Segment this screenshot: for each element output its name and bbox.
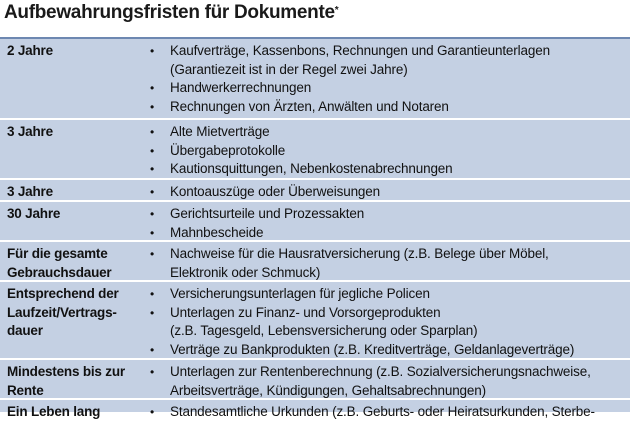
list-item (150, 98, 628, 117)
row-document-list (150, 205, 628, 242)
list-item-text: Elektronik oder Schmuck) (170, 264, 321, 280)
list-item-text: Kontoauszüge oder Überweisungen (170, 184, 380, 199)
list-item (150, 403, 628, 422)
bullet-icon: • (150, 162, 155, 176)
bullet-icon: • (150, 44, 155, 58)
list-item-continuation (150, 322, 628, 341)
list-item (150, 42, 628, 61)
list-item-text: Unterlagen zu Finanz- und Vorsorgeprodukten (170, 304, 441, 320)
list-item (150, 205, 628, 224)
table-row (0, 200, 630, 240)
table-row (0, 118, 630, 178)
page-title (4, 0, 338, 26)
list-item-text: Handwerkerrechnungen (170, 80, 312, 95)
row-period-label: 3 Jahre (7, 184, 53, 199)
row-period-label: Entsprechend der Laufzeit/Vertrags-dauer (7, 286, 119, 338)
row-period-label: Für die gesamte Gebrauchsdauer (7, 246, 112, 280)
bullet-icon: • (150, 225, 155, 240)
list-item (150, 142, 628, 161)
row-period-label: 2 Jahre (7, 43, 53, 58)
list-item (150, 79, 628, 98)
row-document-list (150, 42, 628, 116)
list-item (150, 123, 628, 142)
list-item-text: Arbeitsverträge, Kündigungen, Gehaltsabrechnungen) (170, 382, 486, 398)
bullet-icon: • (150, 207, 155, 221)
bullet-icon: • (150, 287, 155, 301)
title-text: Aufbewahrungsfristen für Dokumente (4, 2, 335, 23)
list-item-continuation (150, 61, 628, 80)
row-document-list (150, 363, 628, 400)
row-document-list (150, 403, 628, 422)
bullet-icon: • (150, 405, 155, 419)
bullet-icon: • (150, 81, 155, 95)
list-item (150, 160, 628, 179)
list-item-text: Übergabeprotokolle (170, 142, 286, 158)
list-item-text: Standesamtliche Urkunden (z.B. Geburts- oder Heiratsurkunden, Sterbe- (170, 404, 595, 419)
list-item-text: Versicherungsunterlagen für jegliche Policen (170, 286, 430, 301)
bullet-icon: • (150, 305, 155, 320)
row-period-label: Ein Leben lang (7, 404, 101, 419)
list-item (150, 285, 628, 304)
row-period-label: 3 Jahre (7, 124, 53, 139)
list-item-text: Kautionsquittungen, Nebenkostenabrechnungen (170, 161, 453, 176)
list-item-text: Gerichtsurteile und Prozessakten (170, 206, 365, 221)
row-period-label: 30 Jahre (7, 206, 61, 221)
bullet-icon: • (150, 143, 155, 158)
list-item-text: Alte Mietverträge (170, 124, 270, 139)
list-item-text: (Garantiezeit ist in der Regel zwei Jahre) (170, 61, 408, 77)
list-item (150, 183, 628, 202)
row-period-label: Mindestens bis zur Rente (7, 364, 125, 398)
table-row (0, 240, 630, 280)
list-item-text: (z.B. Tagesgeld, Lebensversicherung oder Sparplan) (170, 323, 478, 338)
list-item-text: Verträge zu Bankprodukten (z.B. Kreditverträge, Geldanlageverträge) (170, 341, 575, 357)
table-row (0, 358, 630, 398)
table-row (0, 398, 630, 419)
list-item-text: Nachweise für die Hausratversicherung (z.B. Belege über Möbel, (170, 246, 549, 261)
list-item-text: Rechnungen von Ärzten, Anwälten und Notaren (170, 98, 449, 114)
list-item-text: Kaufverträge, Kassenbons, Rechnungen und Garantieunterlagen (170, 43, 550, 58)
list-item (150, 304, 628, 323)
bullet-icon: • (150, 185, 155, 199)
row-document-list (150, 245, 628, 282)
row-document-list (150, 123, 628, 179)
list-item (150, 245, 628, 264)
table-row (0, 37, 630, 118)
list-item (150, 341, 628, 360)
row-document-list (150, 183, 628, 202)
list-item-text: Mahnbescheide (170, 224, 264, 240)
bullet-icon: • (150, 99, 155, 114)
bullet-icon: • (150, 247, 155, 261)
row-document-list (150, 285, 628, 359)
title-footnote-marker: * (334, 5, 339, 16)
bullet-icon: • (150, 125, 155, 139)
list-item (150, 363, 628, 382)
table-row (0, 178, 630, 200)
bullet-icon: • (150, 342, 155, 357)
bullet-icon: • (150, 365, 155, 379)
list-item-text: Unterlagen zur Rentenberechnung (z.B. Sozialversicherungsnachweise, (170, 364, 591, 379)
table-row (0, 280, 630, 358)
